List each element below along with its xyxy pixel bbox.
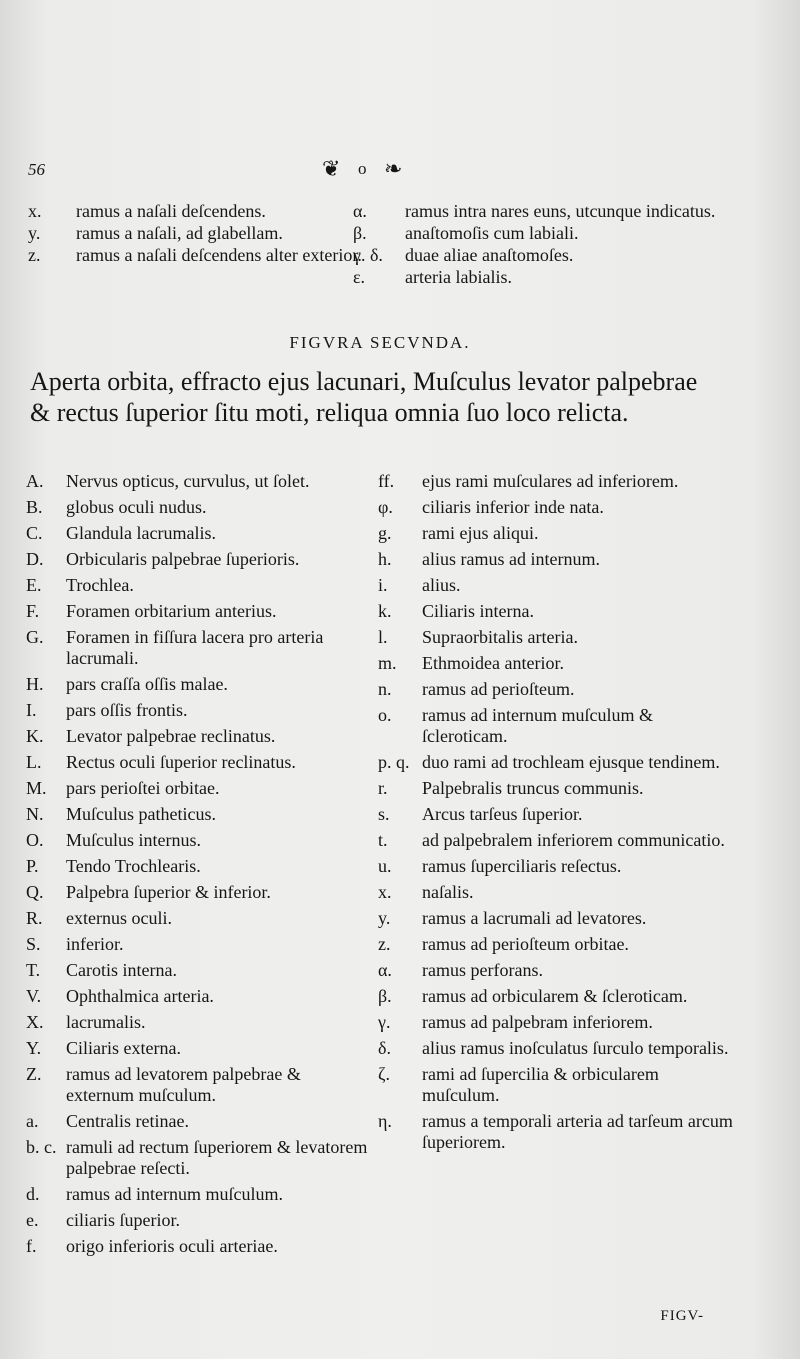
- legend-entry: [378, 804, 738, 825]
- legend-entry: [26, 804, 371, 825]
- legend-text: Tendo Trochlearis.: [66, 856, 201, 876]
- legend-text: globus oculi nudus.: [66, 497, 207, 517]
- legend-key: S.: [26, 934, 41, 954]
- legend-key: H.: [26, 674, 44, 694]
- legend-key: m.: [378, 653, 397, 673]
- legend-entry: [378, 986, 738, 1007]
- legend-key: B.: [26, 497, 43, 517]
- legend-entry: [26, 752, 371, 773]
- legend-entry: [353, 266, 723, 288]
- legend-text: ramus ad perioſteum.: [422, 679, 575, 699]
- legend-key: A.: [26, 471, 44, 491]
- legend-entry: [26, 471, 371, 492]
- legend-entry: [26, 575, 371, 596]
- page-number: 56: [28, 160, 45, 179]
- legend-entry: [378, 934, 738, 955]
- legend-text: Carotis interna.: [66, 960, 177, 980]
- legend-key: Z.: [26, 1064, 42, 1084]
- legend-key: X.: [26, 1012, 44, 1032]
- legend-entry: [378, 601, 738, 622]
- legend-key: α.: [378, 960, 392, 980]
- legend-text: ramus a naſali deſcendens alter exterior.: [76, 245, 362, 265]
- legend-key: E.: [26, 575, 42, 595]
- legend-key: a.: [26, 1111, 39, 1131]
- legend-key: t.: [378, 830, 388, 850]
- legend-text: Palpebralis truncus communis.: [422, 778, 644, 798]
- legend-entry: [353, 244, 723, 266]
- legend-entry: [378, 549, 738, 570]
- legend-text: ramus ad perioſteum orbitae.: [422, 934, 629, 954]
- legend-key: γ. δ.: [353, 245, 383, 265]
- legend-entry: [28, 222, 368, 244]
- legend-key: ε.: [353, 267, 366, 287]
- legend-entry: [353, 222, 723, 244]
- legend-text: alius ramus ad internum.: [422, 549, 600, 569]
- legend-key: F.: [26, 601, 40, 621]
- legend-top-right-column: [353, 200, 723, 288]
- legend-key: i.: [378, 575, 388, 595]
- legend-key: s.: [378, 804, 390, 824]
- legend-key: o.: [378, 705, 392, 725]
- legend-entry: [378, 1012, 738, 1033]
- legend-entry: [28, 200, 368, 222]
- legend-text: Centralis retinae.: [66, 1111, 189, 1131]
- legend-text: pars oſſis frontis.: [66, 700, 188, 720]
- legend-key: e.: [26, 1210, 39, 1230]
- legend-key: D.: [26, 549, 44, 569]
- legend-text: alius.: [422, 575, 461, 595]
- legend-text: ramus ad palpebram inferiorem.: [422, 1012, 653, 1032]
- legend-text: Supraorbitalis arteria.: [422, 627, 578, 647]
- legend-key: δ.: [378, 1038, 391, 1058]
- legend-key: l.: [378, 627, 388, 647]
- legend-text: Arcus tarſeus ſuperior.: [422, 804, 583, 824]
- legend-entry: [378, 908, 738, 929]
- legend-text: arteria labialis.: [405, 267, 512, 287]
- legend-text: ramus perforans.: [422, 960, 543, 980]
- legend-key: β.: [378, 986, 392, 1006]
- legend-key: k.: [378, 601, 392, 621]
- legend-text: ramus ſuperciliaris reſectus.: [422, 856, 622, 876]
- legend-entry: [26, 1064, 371, 1106]
- legend-entry: [26, 856, 371, 877]
- legend-text: ramus ad levatorem palpebrae & externum muſculum.: [66, 1064, 301, 1105]
- legend-entry: [26, 1038, 371, 1059]
- legend-text: Glandula lacrumalis.: [66, 523, 216, 543]
- figure-title: FIGVRA SECVNDA.: [289, 333, 471, 352]
- legend-entry: [26, 1012, 371, 1033]
- legend-entry: [26, 908, 371, 929]
- legend-key: p. q.: [378, 752, 410, 772]
- legend-entry: [26, 1236, 371, 1257]
- legend-key: O.: [26, 830, 44, 850]
- legend-key: V.: [26, 986, 42, 1006]
- legend-entry: [26, 778, 371, 799]
- fleuron-right-icon: ❧: [383, 156, 409, 181]
- legend-text: naſalis.: [422, 882, 474, 902]
- legend-entry: [26, 1210, 371, 1231]
- legend-entry: [26, 497, 371, 518]
- legend-text: ciliaris inferior inde nata.: [422, 497, 604, 517]
- legend-text: ramus a naſali, ad glabellam.: [76, 223, 283, 243]
- legend-key: ζ.: [378, 1064, 390, 1084]
- legend-key: φ.: [378, 497, 393, 517]
- legend-text: Levator palpebrae reclinatus.: [66, 726, 276, 746]
- legend-entry: [26, 523, 371, 544]
- legend-entry: [378, 830, 738, 851]
- legend-text: lacrumalis.: [66, 1012, 146, 1032]
- legend-text: ramus intra nares euns, utcunque indicatus.: [405, 201, 716, 221]
- legend-entry: [378, 1111, 738, 1153]
- legend-text: ramus a temporali arteria ad tarſeum arcum ſuperiorem.: [422, 1111, 733, 1152]
- legend-key: r.: [378, 778, 388, 798]
- legend-entry: [26, 934, 371, 955]
- legend-text: duae aliae anaſtomoſes.: [405, 245, 574, 265]
- legend-key: Q.: [26, 882, 44, 902]
- legend-entry: [353, 200, 723, 222]
- legend-text: anaſtomoſis cum labiali.: [405, 223, 579, 243]
- legend-text: Muſculus patheticus.: [66, 804, 216, 824]
- legend-text: Rectus oculi ſuperior reclinatus.: [66, 752, 296, 772]
- legend-entry: [26, 1184, 371, 1205]
- legend-text: Ciliaris interna.: [422, 601, 534, 621]
- legend-main-right-column: [378, 471, 738, 1158]
- legend-entry: [26, 1111, 371, 1132]
- figure-caption: Aperta orbita, effracto ejus lacunari, Muſculus levator palpebrae & rectus ſuperior ſitu moti, reliqua omnia ſuo loco relicta.: [30, 367, 698, 427]
- legend-text: ramuli ad rectum ſuperiorem & levatorem palpebrae reſecti.: [66, 1137, 368, 1178]
- legend-key: η.: [378, 1111, 392, 1131]
- legend-text: ramus a naſali deſcendens.: [76, 201, 266, 221]
- legend-key: G.: [26, 627, 44, 647]
- legend-top-left-column: [28, 200, 368, 266]
- legend-entry: [26, 960, 371, 981]
- legend-entry: [26, 627, 371, 669]
- legend-key: z.: [28, 245, 41, 265]
- legend-entry: [378, 705, 738, 747]
- legend-key: P.: [26, 856, 39, 876]
- legend-key: M.: [26, 778, 47, 798]
- legend-entry: [26, 1137, 371, 1179]
- header-ornament: [322, 156, 408, 182]
- legend-text: rami ejus aliqui.: [422, 523, 539, 543]
- legend-key: R.: [26, 908, 43, 928]
- legend-key: T.: [26, 960, 41, 980]
- legend-entry: [28, 244, 368, 266]
- legend-key: f.: [26, 1236, 37, 1256]
- legend-entry: [378, 653, 738, 674]
- legend-text: Ciliaris externa.: [66, 1038, 181, 1058]
- legend-key: γ.: [378, 1012, 391, 1032]
- legend-text: inferior.: [66, 934, 124, 954]
- legend-text: ramus ad internum muſculum & ſcleroticam.: [422, 705, 653, 746]
- legend-key: K.: [26, 726, 44, 746]
- legend-text: Ethmoidea anterior.: [422, 653, 564, 673]
- legend-key: x.: [28, 201, 42, 221]
- legend-text: Nervus opticus, curvulus, ut ſolet.: [66, 471, 310, 491]
- legend-text: pars craſſa oſſis malae.: [66, 674, 228, 694]
- ornament-center: o: [357, 159, 373, 178]
- fleuron-left-icon: ❦: [322, 156, 347, 181]
- legend-entry: [378, 752, 738, 773]
- catchword: FIGV-: [660, 1308, 704, 1324]
- legend-text: Foramen in fiſſura lacera pro arteria lacrumali.: [66, 627, 324, 668]
- legend-text: duo rami ad trochleam ejusque tendinem.: [422, 752, 720, 772]
- legend-text: ramus ad orbicularem & ſcleroticam.: [422, 986, 688, 1006]
- legend-text: Foramen orbitarium anterius.: [66, 601, 277, 621]
- legend-entry: [26, 986, 371, 1007]
- legend-key: g.: [378, 523, 392, 543]
- legend-entry: [378, 679, 738, 700]
- legend-entry: [378, 575, 738, 596]
- legend-key: L.: [26, 752, 42, 772]
- legend-entry: [26, 882, 371, 903]
- legend-text: Ophthalmica arteria.: [66, 986, 214, 1006]
- legend-entry: [26, 674, 371, 695]
- legend-key: u.: [378, 856, 392, 876]
- legend-key: α.: [353, 201, 367, 221]
- legend-key: I.: [26, 700, 37, 720]
- legend-entry: [26, 830, 371, 851]
- legend-entry: [378, 960, 738, 981]
- legend-main-left-column: [26, 471, 371, 1262]
- legend-entry: [378, 497, 738, 518]
- legend-key: n.: [378, 679, 392, 699]
- legend-entry: [378, 471, 738, 492]
- legend-entry: [378, 882, 738, 903]
- legend-text: ejus rami muſculares ad inferiorem.: [422, 471, 679, 491]
- legend-key: β.: [353, 223, 367, 243]
- legend-key: ff.: [378, 471, 395, 491]
- legend-text: ramus ad internum muſculum.: [66, 1184, 283, 1204]
- legend-key: C.: [26, 523, 43, 543]
- legend-key: z.: [378, 934, 391, 954]
- legend-text: Trochlea.: [66, 575, 134, 595]
- legend-key: d.: [26, 1184, 40, 1204]
- legend-key: h.: [378, 549, 392, 569]
- legend-entry: [26, 601, 371, 622]
- legend-entry: [26, 726, 371, 747]
- legend-key: Y.: [26, 1038, 42, 1058]
- legend-key: b. c.: [26, 1137, 57, 1157]
- legend-entry: [378, 778, 738, 799]
- legend-text: ad palpebralem inferiorem communicatio.: [422, 830, 725, 850]
- legend-text: Palpebra ſuperior & inferior.: [66, 882, 271, 902]
- legend-entry: [378, 627, 738, 648]
- legend-key: y.: [378, 908, 391, 928]
- legend-text: ciliaris ſuperior.: [66, 1210, 180, 1230]
- legend-key: y.: [28, 223, 41, 243]
- legend-entry: [378, 1038, 738, 1059]
- legend-entry: [378, 856, 738, 877]
- legend-text: origo inferioris oculi arteriae.: [66, 1236, 278, 1256]
- legend-text: externus oculi.: [66, 908, 172, 928]
- legend-text: Orbicularis palpebrae ſuperioris.: [66, 549, 300, 569]
- legend-entry: [378, 523, 738, 544]
- legend-key: N.: [26, 804, 44, 824]
- legend-text: alius ramus inoſculatus ſurculo temporalis.: [422, 1038, 729, 1058]
- legend-text: ramus a lacrumali ad levatores.: [422, 908, 647, 928]
- legend-text: rami ad ſupercilia & orbicularem muſculum.: [422, 1064, 659, 1105]
- legend-entry: [378, 1064, 738, 1106]
- legend-key: x.: [378, 882, 392, 902]
- legend-text: pars perioſtei orbitae.: [66, 778, 220, 798]
- legend-entry: [26, 549, 371, 570]
- legend-text: Muſculus internus.: [66, 830, 201, 850]
- legend-entry: [26, 700, 371, 721]
